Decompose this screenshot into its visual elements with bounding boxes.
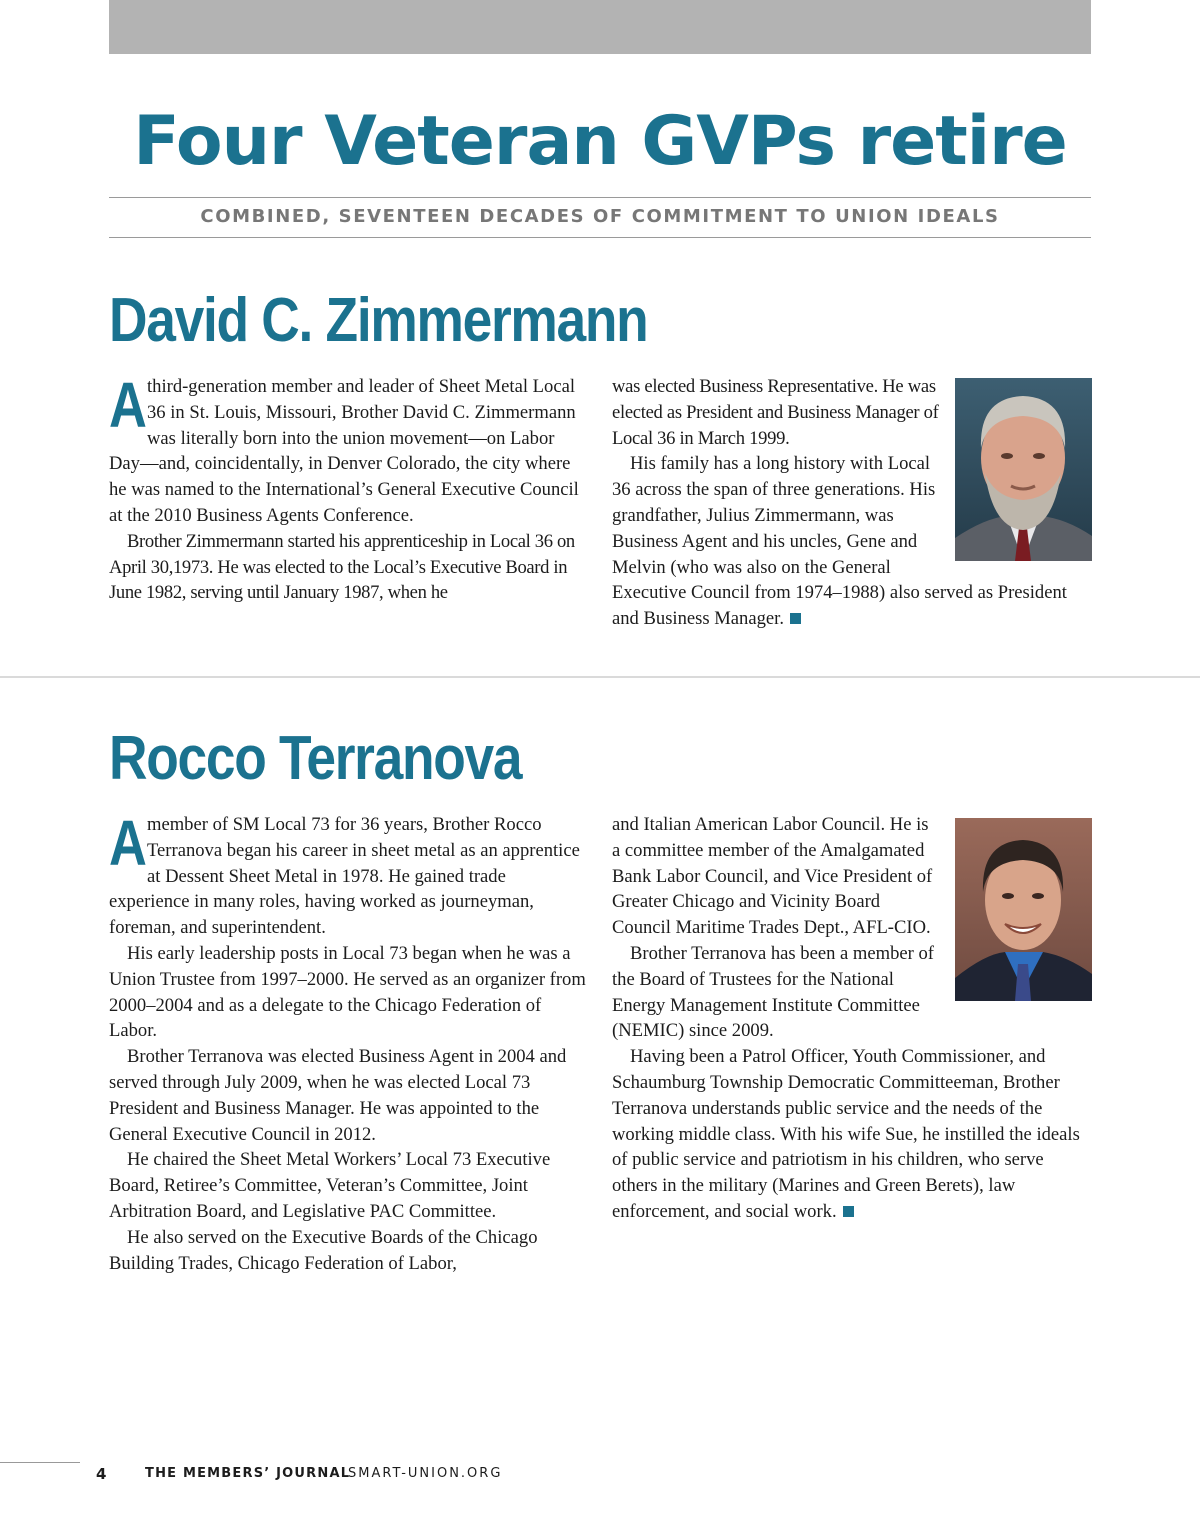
- paragraph: and Italian American Labor Council. He is a committee member of the Amalgamated Bank Labor Council, and Vice President of Greater Chicago and Vicinity Board Council Maritime Trades Dept., AFL-CIO.: [612, 814, 933, 939]
- paragraph: He also served on the Executive Boards of the Chicago Building Trades, Chicago Federation of Labor,: [109, 1226, 538, 1274]
- paragraph: He chaired the Sheet Metal Workers’ Local 73 Executive Board, Retiree’s Committee, Veteran’s Committee, Joint Arbitration Board, and Legislative PAC Committee.: [109, 1149, 551, 1222]
- end-of-article-mark: [790, 613, 801, 624]
- article-left-column: [109, 807, 589, 1276]
- article-left-column: [109, 369, 589, 606]
- drop-cap: A: [109, 807, 147, 879]
- top-gray-bar: [109, 0, 1091, 54]
- paragraph: Brother Terranova has been a member of the Board of Trustees for the National Energy Management Institute Committee (NEMIC) since 2009.: [612, 942, 934, 1042]
- page-subtitle: COMBINED, SEVENTEEN DECADES OF COMMITMENT TO UNION IDEALS: [200, 206, 1000, 227]
- article-right-column: [612, 374, 1092, 632]
- paragraph-text: His family has a long history with Local 36 across the span of three generations. His grandfather, Julius Zimmermann, was Business Agent and his uncles, Gene and Melvin (who was also on the General Executive Council from 1974–1988) also served as President and Business Manager.: [612, 453, 1067, 630]
- publication-name: THE MEMBERS’ JOURNAL: [145, 1466, 351, 1481]
- portrait-photo: [955, 378, 1092, 561]
- paragraph: member of SM Local 73 for 36 years, Brother Rocco Terranova began his career in sheet metal as an apprentice at Dessent Sheet Metal in 1978. He gained trade experience in many roles, having worked as journeyman, foreman, and superintendent.: [109, 814, 580, 939]
- drop-cap: A: [109, 369, 147, 441]
- portrait-zimmermann-image: [955, 378, 1092, 561]
- portrait-terranova-image: [955, 818, 1092, 1001]
- subtitle-bottom-rule: [109, 237, 1091, 238]
- article-right-column: [612, 812, 1092, 1225]
- paragraph-text: Having been a Patrol Officer, Youth Commissioner, and Schaumburg Township Democratic Committeeman, Brother Terranova understands public service and the needs of the working middle class. With his wife Sue, he instilled the ideals of public service and patriotism in his children, who serve others in the military (Marines and Green Berets), law enforcement, and social work.: [612, 1046, 1080, 1222]
- article-name: David C. Zimmermann: [109, 286, 648, 355]
- paragraph: Brother Terranova was elected Business Agent in 2004 and served through July 2009, when he was elected Local 73 President and Business Manager. He was appointed to the General Executive Council in 2012.: [109, 1046, 567, 1145]
- paragraph: third-generation member and leader of Sheet Metal Local 36 in St. Louis, Missouri, Brother David C. Zimmermann was literally born into the union movement—on Labor Day—and, coincidentally, in Denver Colorado, the city where he was named to the International’s General Executive Council at the 2010 Business Agents Conference.: [109, 376, 579, 526]
- subtitle-top-rule: [109, 197, 1091, 198]
- article-name: Rocco Terranova: [109, 724, 522, 793]
- footer-rule: [0, 1462, 80, 1463]
- page-number: 4: [96, 1465, 108, 1483]
- paragraph: Brother Zimmermann started his apprenticeship in Local 36 on April 30,1973. He was elected to the Local’s Executive Board in June 1982, serving until January 1987, when he: [109, 530, 575, 604]
- website-url: SMART-UNION.ORG: [348, 1466, 503, 1481]
- paragraph: [612, 1044, 1092, 1225]
- end-of-article-mark: [843, 1206, 854, 1217]
- paragraph: was elected Business Representative. He was elected as President and Business Manager of Local 36 in March 1999.: [612, 376, 939, 449]
- section-divider: [0, 676, 1200, 678]
- page-title: Four Veteran GVPs retire: [133, 102, 1067, 181]
- portrait-photo: [955, 818, 1092, 1001]
- paragraph: His early leadership posts in Local 73 began when he was a Union Trustee from 1997–2000. He served as an organizer from 2000–2004 and as a delegate to the Chicago Federation of Labor.: [109, 942, 586, 1042]
